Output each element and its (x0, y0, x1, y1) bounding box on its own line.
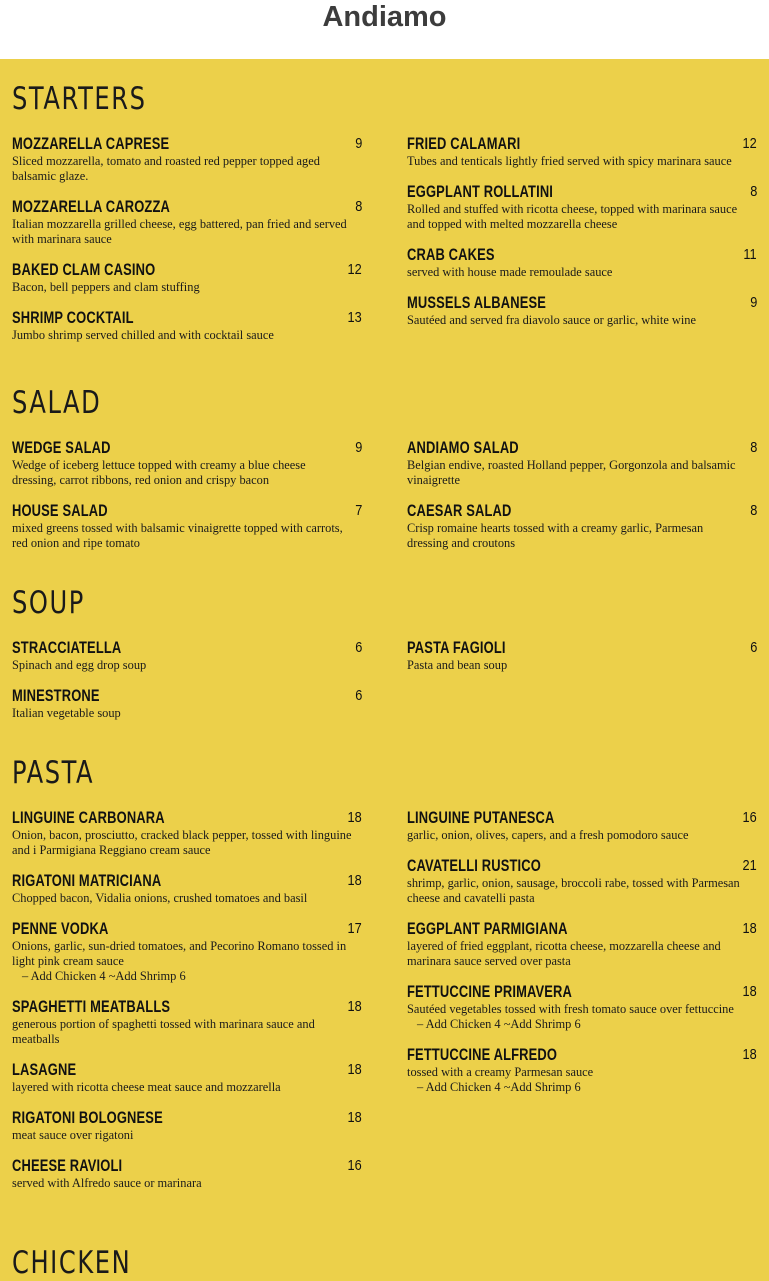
item-name: LASAGNE (12, 1060, 77, 1079)
item-price: 8 (749, 502, 757, 519)
item-name: PASTA FAGIOLI (407, 638, 506, 657)
item-description: Wedge of iceberg lettuce topped with creamy a blue cheese dressing, carrot ribbons, red onion and crispy bacon (12, 458, 306, 487)
item-name: SHRIMP COCKTAIL (12, 308, 134, 327)
item-description: Italian vegetable soup (12, 706, 121, 720)
item-name: EGGPLANT ROLLATINI (407, 182, 554, 201)
menu-item (407, 638, 757, 673)
item-addon-note: – Add Chicken 4 ~Add Shrimp 6 (417, 1017, 581, 1031)
menu-item (12, 919, 362, 984)
item-name: BAKED CLAM CASINO (12, 260, 156, 279)
item-description: served with house made remoulade sauce (407, 265, 613, 279)
item-name: CAVATELLI RUSTICO (407, 856, 541, 875)
item-description: Rolled and stuffed with ricotta cheese, topped with marinara sauce and topped with melted mozzarella cheese (407, 202, 738, 231)
item-name: CHEESE RAVIOLI (12, 1156, 123, 1175)
item-description: Belgian endive, roasted Holland pepper, Gorgonzola and balsamic vinaigrette (407, 458, 736, 487)
menu-item (407, 245, 757, 280)
item-price: 9 (354, 135, 362, 152)
menu-item (12, 197, 362, 247)
item-name: FRIED CALAMARI (407, 134, 521, 153)
item-price: 18 (742, 983, 757, 1000)
item-price: 12 (742, 135, 757, 152)
starters-left-column (12, 134, 362, 356)
item-description: Italian mozzarella grilled cheese, egg battered, pan fried and served with marinara sauce (12, 217, 347, 246)
item-price: 7 (354, 502, 362, 519)
item-description: Sliced mozzarella, tomato and roasted red pepper topped aged balsamic glaze. (12, 154, 320, 183)
item-name: ANDIAMO SALAD (407, 438, 519, 457)
item-price: 13 (347, 309, 362, 326)
section-title: STARTERS (12, 81, 147, 117)
section-starters (12, 81, 757, 342)
item-price: 18 (347, 872, 362, 889)
menu-body (0, 59, 769, 1281)
item-description: mixed greens tossed with balsamic vinaigrette topped with carrots, red onion and ripe tomato (12, 521, 343, 550)
item-price: 18 (347, 1061, 362, 1078)
menu-item (407, 982, 757, 1032)
item-name: CAESAR SALAD (407, 501, 512, 520)
item-description: Sautéed vegetables tossed with fresh tomato sauce over fettuccine (407, 1002, 734, 1016)
item-description: meat sauce over rigatoni (12, 1128, 134, 1142)
soup-right-column (407, 638, 757, 686)
section-chicken (12, 1246, 757, 1280)
section-title: CHICKEN (12, 1245, 132, 1281)
menu-item (12, 134, 362, 184)
item-price: 8 (749, 183, 757, 200)
menu-item (407, 1045, 757, 1095)
menu-item (12, 308, 362, 343)
item-description: garlic, onion, olives, capers, and a fresh pomodoro sauce (407, 828, 689, 842)
item-price: 18 (742, 920, 757, 937)
item-name: HOUSE SALAD (12, 501, 108, 520)
item-name: LINGUINE CARBONARA (12, 808, 165, 827)
item-description: Sautéed and served fra diavolo sauce or garlic, white wine (407, 313, 697, 327)
section-soup (12, 585, 757, 720)
item-price: 9 (749, 294, 757, 311)
item-price: 18 (347, 809, 362, 826)
item-price: 6 (749, 639, 757, 656)
item-addon-note: – Add Chicken 4 ~Add Shrimp 6 (22, 969, 186, 983)
item-description: tossed with a creamy Parmesan sauce (407, 1065, 594, 1079)
menu-item (407, 808, 757, 843)
item-name: MINESTRONE (12, 686, 100, 705)
item-name: FETTUCCINE ALFREDO (407, 1045, 558, 1064)
item-name: FETTUCCINE PRIMAVERA (407, 982, 573, 1001)
item-price: 17 (347, 920, 362, 937)
menu-item (12, 1060, 362, 1095)
section-pasta (12, 755, 757, 1190)
menu-item (407, 919, 757, 969)
pasta-left-column (12, 808, 362, 1204)
item-name: MOZZARELLA CAPRESE (12, 134, 170, 153)
menu-item (12, 638, 362, 673)
item-price: 6 (354, 639, 362, 656)
menu-item (407, 856, 757, 906)
starters-right-column (407, 134, 757, 341)
item-description: Bacon, bell peppers and clam stuffing (12, 280, 200, 294)
salad-right-column (407, 438, 757, 564)
item-description: Onions, garlic, sun-dried tomatoes, and Pecorino Romano tossed in light pink cream sauce (12, 939, 347, 968)
item-description: Pasta and bean soup (407, 658, 508, 672)
item-price: 18 (347, 998, 362, 1015)
item-name: STRACCIATELLA (12, 638, 122, 657)
item-description: layered with ricotta cheese meat sauce and mozzarella (12, 1080, 281, 1094)
item-name: MOZZARELLA CAROZZA (12, 197, 170, 216)
item-price: 18 (347, 1109, 362, 1126)
item-description: Onion, bacon, prosciutto, cracked black pepper, tossed with linguine and i Parmigiana Reggiano cream sauce (12, 828, 352, 857)
menu-item (407, 293, 757, 328)
item-description: shrimp, garlic, onion, sausage, broccoli rabe, tossed with Parmesan cheese and cavatelli pasta (407, 876, 740, 905)
menu-item (12, 808, 362, 858)
item-name: RIGATONI BOLOGNESE (12, 1108, 163, 1127)
menu-item (12, 260, 362, 295)
item-name: LINGUINE PUTANESCA (407, 808, 555, 827)
item-description: layered of fried eggplant, ricotta cheese, mozzarella cheese and marinara sauce served over pasta (407, 939, 721, 968)
menu-item (12, 997, 362, 1047)
item-price: 21 (742, 857, 757, 874)
menu-item (12, 1156, 362, 1191)
site-header (0, 0, 769, 59)
item-price: 11 (743, 246, 757, 263)
item-description: served with Alfredo sauce or marinara (12, 1176, 202, 1190)
site-title: Andiamo (322, 1, 447, 33)
menu-item (407, 134, 757, 169)
salad-left-column (12, 438, 362, 564)
item-name: MUSSELS ALBANESE (407, 293, 547, 312)
soup-left-column (12, 638, 362, 734)
menu-item (407, 182, 757, 232)
item-price: 6 (354, 687, 362, 704)
section-title: SALAD (12, 385, 102, 421)
menu-item (12, 686, 362, 721)
item-description: Spinach and egg drop soup (12, 658, 147, 672)
menu-item (407, 438, 757, 488)
item-price: 8 (354, 198, 362, 215)
section-title: PASTA (12, 755, 95, 791)
item-name: CRAB CAKES (407, 245, 495, 264)
pasta-right-column (407, 808, 757, 1108)
item-description: Chopped bacon, Vidalia onions, crushed tomatoes and basil (12, 891, 308, 905)
item-price: 8 (749, 439, 757, 456)
item-name: RIGATONI MATRICIANA (12, 871, 162, 890)
item-name: EGGPLANT PARMIGIANA (407, 919, 568, 938)
item-name: PENNE VODKA (12, 919, 109, 938)
item-description: Crisp romaine hearts tossed with a creamy garlic, Parmesan dressing and croutons (407, 521, 704, 550)
item-addon-note: – Add Chicken 4 ~Add Shrimp 6 (417, 1080, 581, 1094)
item-price: 18 (742, 1046, 757, 1063)
item-price: 9 (354, 439, 362, 456)
item-description: generous portion of spaghetti tossed with marinara sauce and meatballs (12, 1017, 315, 1046)
menu-item (12, 871, 362, 906)
menu-item (12, 1108, 362, 1143)
item-name: SPAGHETTI MEATBALLS (12, 997, 171, 1016)
item-price: 16 (742, 809, 757, 826)
item-price: 12 (347, 261, 362, 278)
item-name: WEDGE SALAD (12, 438, 111, 457)
menu-item (407, 501, 757, 551)
section-salad (12, 385, 757, 550)
section-title: SOUP (12, 585, 85, 621)
menu-item (12, 438, 362, 488)
item-description: Tubes and tenticals lightly fried served with spicy marinara sauce (407, 154, 732, 168)
menu-item (12, 501, 362, 551)
item-price: 16 (347, 1157, 362, 1174)
item-description: Jumbo shrimp served chilled and with cocktail sauce (12, 328, 274, 342)
